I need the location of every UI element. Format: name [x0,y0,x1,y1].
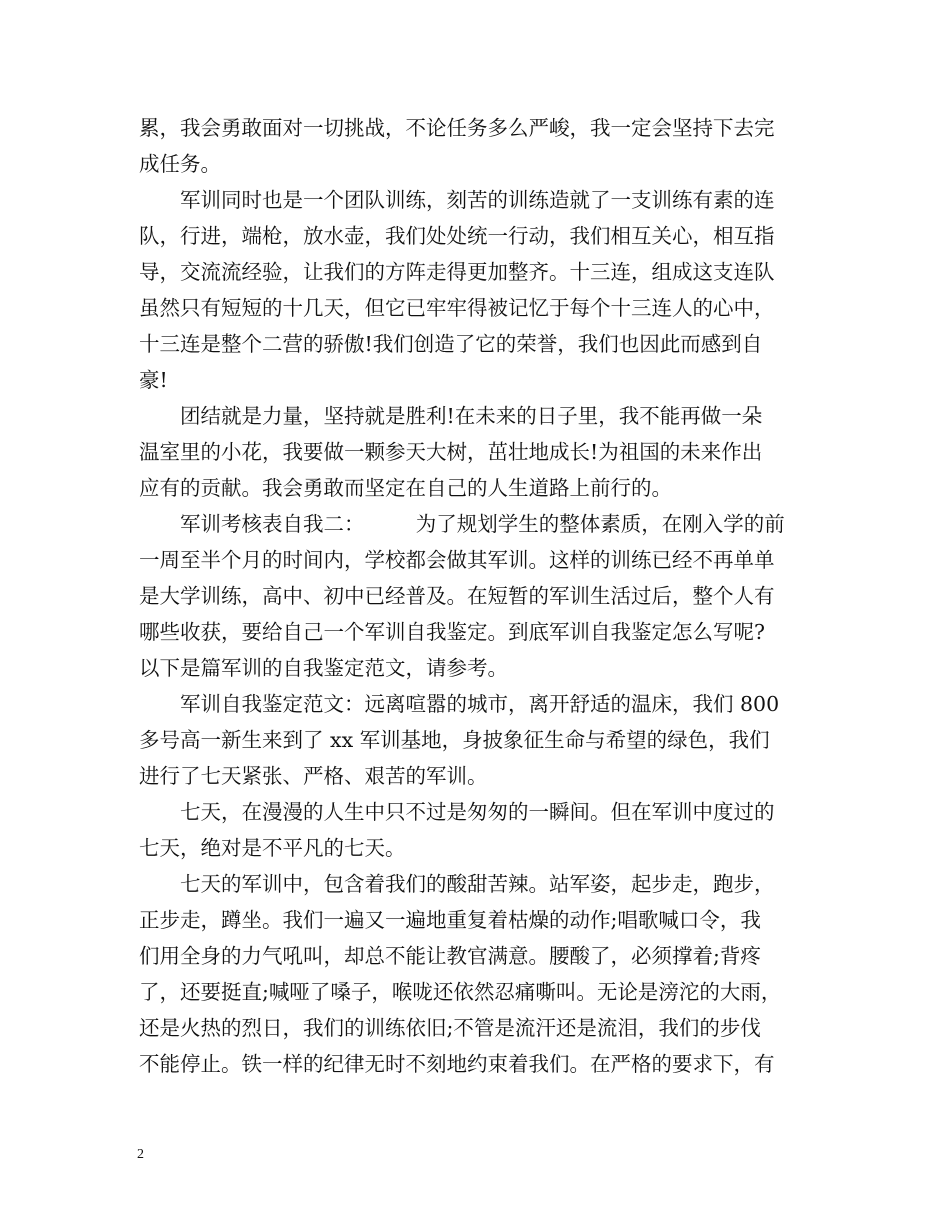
text-line: 豪! [139,368,168,392]
text-line: 还是火热的烈日，我们的训练依旧;不管是流汗还是流泪，我们的步伐 [139,1016,761,1040]
text-line: 十三连是整个二营的骄傲!我们创造了它的荣誉，我们也因此而感到自 [139,332,763,356]
text-line: 多号高一新生来到了 xx 军训基地，身披象征生命与希望的绿色，我们 [139,728,770,752]
text-line: 军训同时也是一个团队训练，刻苦的训练造就了一支训练有素的连 [139,188,775,212]
text-line: 军训自我鉴定范文：远离喧嚣的城市，离开舒适的温床，我们 800 [139,692,780,716]
text-line: 了，还要挺直;喊哑了嗓子，喉咙还依然忍痛嘶叫。无论是滂沱的大雨， [139,980,782,1004]
text-line: 团结就是力量，坚持就是胜利!在未来的日子里，我不能再做一朵 [139,404,763,428]
text-line: 应有的贡献。我会勇敢而坚定在自己的人生道路上前行的。 [139,476,672,500]
text-line: 队，行进，端枪，放水壶，我们处处统一行动，我们相互关心，相互指 [139,224,775,248]
text-line: 进行了七天紧张、严格、艰苦的军训。 [139,764,488,788]
text-line: 正步走，蹲坐。我们一遍又一遍地重复着枯燥的动作;唱歌喊口令，我 [139,908,761,932]
text-line: 成任务。 [139,152,221,176]
text-line: 军训考核表自我二： 为了规划学生的整体素质，在刚入学的前 [139,512,785,536]
text-line: 七天，在漫漫的人生中只不过是匆匆的一瞬间。但在军训中度过的 [139,800,775,824]
text-line: 哪些收获，要给自己一个军训自我鉴定。到底军训自我鉴定怎么写呢? [139,620,765,644]
text-line: 们用全身的力气吼叫，却总不能让教官满意。腰酸了，必须撑着;背疼 [139,944,761,968]
text-line: 虽然只有短短的十几天，但它已牢牢得被记忆于每个十三连人的心中， [139,296,775,320]
page-number: 2 [137,1147,144,1162]
text-line: 七天，绝对是不平凡的七天。 [139,836,406,860]
text-line: 以下是篇军训的自我鉴定范文，请参考。 [139,656,508,680]
text-line: 不能停止。铁一样的纪律无时不刻地约束着我们。在严格的要求下，有 [139,1052,775,1076]
text-line: 一周至半个月的时间内，学校都会做其军训。这样的训练已经不再单单 [139,548,775,572]
text-line: 七天的军训中，包含着我们的酸甜苦辣。站军姿，起步走，跑步， [139,872,775,896]
text-line: 导，交流流经验，让我们的方阵走得更加整齐。十三连，组成这支连队 [139,260,775,284]
text-line: 是大学训练，高中、初中已经普及。在短暂的军训生活过后，整个人有 [139,584,775,608]
text-line: 累，我会勇敢面对一切挑战，不论任务多么严峻，我一定会坚持下去完 [139,116,775,140]
text-line: 温室里的小花，我要做一颗参天大树，茁壮地成长!为祖国的未来作出 [139,440,763,464]
